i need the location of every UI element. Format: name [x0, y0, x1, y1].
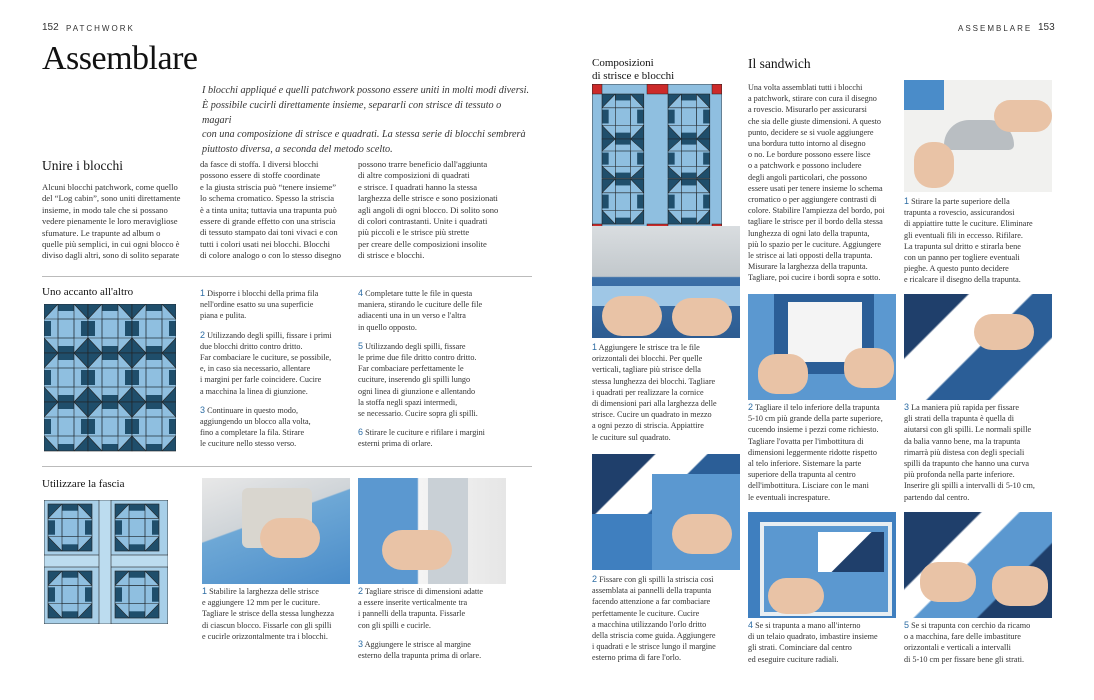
- fascia-photo-2: [358, 478, 506, 584]
- sandwich-photo-2: [748, 294, 896, 400]
- sandwich-caption-2: 2 Tagliare il telo inferiore della trapunta 5-10 cm più grande della parte superiore, cucendo insieme i pezzi come richiesto. Tagliare l'ovatta per l'imbottitura di dimensioni leggermente ridotte rispetto al telo inferiore. Sistemare la parte superiore della trapunta al centro dell'imbottitura. Lisciare con le mani le eventuali increspature.: [748, 402, 883, 502]
- left-running-header: PATCHWORK: [66, 24, 135, 33]
- fascia-caption-1: 1 Stabilire la larghezza delle strisce e aggiungere 12 mm per le cuciture. Tagliare le strisce della stessa lunghezza di ciascun blocco. Fissarle con gli spilli e cucirle orizzontalmente tra i blocchi.: [202, 586, 334, 641]
- right-page-number: 153: [1038, 22, 1055, 33]
- sandwich-photo-5: [904, 512, 1052, 618]
- sandwich-caption-5: 5 Se si trapunta con cerchio da ricamo o a macchina, fare delle imbastiture orizzontali e verticali a intervalli di 5-10 cm per fissare bene gli strati.: [904, 620, 1031, 664]
- sandwich-caption-4: 4 Se si trapunta a mano all'interno di un telaio quadrato, imbastire insieme gli strati. Cominciare dal centro ed eseguire cuciture radiali.: [748, 620, 878, 664]
- sandwich-photo-1: [904, 80, 1052, 192]
- sandwich-caption-3: 3 La maniera più rapida per fissare gli strati della trapunta è quella di aiutarsi con gli spilli. Le normali spille da balia vanno bene, ma la trapunta rimarrà più distesa con degli speciali spilli da trapunto che hanno una curva più profonda nella parte inferiore. Inserire gli spilli a intervalli di 5-10 cm, partendo dal centro.: [904, 402, 1035, 502]
- composizioni-heading: Composizioni di strisce e blocchi: [592, 57, 675, 82]
- composizioni-caption-2: 2 Fissare con gli spilli la striscia così assemblata ai pannelli della trapunta facendo attenzione a far combaciare perfettamente le cuciture. Cucire a macchina utilizzando l'orlo dritto della striscia come guida. Aggiungere i quadrati e le strisce lungo il margine esterno prima di fare l'orlo.: [592, 574, 716, 663]
- composizioni-photo-2: [592, 454, 740, 570]
- sandwich-heading: Il sandwich: [748, 56, 811, 71]
- fascia-photo-1: [202, 478, 350, 584]
- strips-and-blocks-diagram: [592, 84, 722, 234]
- section-divider-2: [42, 466, 532, 467]
- composizioni-photo-1: [592, 226, 740, 338]
- accanto-steps-col2: 4 Completare tutte le file in questa maniera, stirando le cuciture delle file adiacenti una in un verso e l'altra in quello opposto. 5 Utilizzando degli spilli, fissare le prime due file dritto contro dritto. Far combaciare perfettamente le cuciture, inserendo gli spilli lungo ogni linea di giunzione e allentando la stoffa negli spazi intermedi, se necessario. Cucire sopra gli spilli. 6 Stirare le cuciture e rifilare i margini esterni prima di orlare.: [358, 288, 485, 449]
- accanto-steps-col1: 1 Disporre i blocchi della prima fila nell'ordine esatto su una superficie piana e pulita. 2 Utilizzando degli spilli, fissare i primi due blocchi dritto contro dritto. Far combaciare le cuciture, se possibile, e, in caso sia necessario, allentare i margini per farle coincidere. Cucire a macchina la linea di giunzione. 3 Continuare in questo modo, aggiungendo un blocco alla volta, fino a completare la fila. Stirare le cuciture nello stesso verso.: [200, 288, 332, 449]
- fascia-caption-2: 2 Tagliare strisce di dimensioni adatte a essere inserite verticalmente tra i pannelli della trapunta. Fissarle con gli spilli e cucirle. 3 Aggiungere le strisce al margine esterno della trapunta prima di orlare.: [358, 586, 484, 661]
- page-title: Assemblare: [42, 40, 198, 77]
- unire-col3: possono trarre beneficio dall'aggiunta di altre composizioni di quadrati e strisce. I quadrati hanno la stessa larghezza delle strisce e sono posizionati agli angoli di ogni blocco. Di solito sono di colori contrastanti. Unite i quadrati più piccoli e le strisce più strette per creare delle composizioni insolite di strisce e blocchi.: [358, 159, 499, 261]
- sandwich-photo-4: [748, 512, 896, 618]
- sashing-quilt-diagram: [44, 500, 168, 624]
- unire-col2: da fasce di stoffa. I diversi blocchi possono essere di stoffe coordinate e la giusta striscia può “tenere insieme” lo schema cromatico. Spesso la striscia è a tinta unita; tuttavia una trapunta può essere di grande effetto con una striscia di tessuto stampato dai toni vivaci e con tutti i colori usati nei blocchi. Blocchi di colore analogo o con lo stesso disegno: [200, 159, 342, 261]
- sandwich-photo-3: [904, 294, 1052, 400]
- unire-heading: Unire i blocchi: [42, 158, 123, 173]
- fascia-heading: Utilizzare la fascia: [42, 478, 125, 490]
- left-page-number: 152: [42, 22, 59, 33]
- right-running-header: ASSEMBLARE: [958, 24, 1033, 33]
- accanto-heading: Uno accanto all'altro: [42, 286, 134, 298]
- side-by-side-quilt-diagram: [44, 304, 176, 452]
- sandwich-body: Una volta assemblati tutti i blocchi a patchwork, stirare con cura il disegno a rovescio. Misurarlo per assicurarsi che sia delle giuste dimensioni. A questo punto, decidere se si vuole aggiungere una bordura tutto intorno al disegno o no. Le bordure possono essere lisce o a patchwork e possono includere degli angoli particolari, che possono essere usati per tenere insieme lo schema cromatico o per aggiungere contrasti di colore. Stabilire l'ampiezza del bordo, poi tagliare le strisce per il bordo della stessa lunghezza di ogni lato della trapunta, più lo spazio per le cuciture. Aggiungere le strisce ai lati opposti della trapunta. Misurare la larghezza della trapunta. Tagliare, poi cucire i bordi sopra e sotto.: [748, 83, 885, 283]
- section-divider: [42, 276, 532, 277]
- sandwich-caption-1: 1 Stirare la parte superiore della trapunta a rovescio, assicurandosi di appiattire tutte le cuciture. Eliminare gli eventuali fili in eccesso. Rifilare. La trapunta sul dritto e stirarla bene con un panno per togliere eventuali pieghe. A questo punto decidere e ricalcare il disegno della trapunta.: [904, 196, 1033, 285]
- intro-paragraph: I blocchi appliqué e quelli patchwork possono essere uniti in molti modi diversi. È possibile cucirli direttamente insieme, separarli con strisce di tessuto o magari con una composizione di strisce e quadrati. La stessa serie di blocchi sembrerà piuttosto diversa, a seconda del metodo scelto.: [202, 85, 529, 156]
- composizioni-caption-1: 1 Aggiungere le strisce tra le file orizzontali dei blocchi. Per quelle verticali, tagliare più strisce della stessa lunghezza dei blocchi. Tagliare i quadrati per realizzare la cornice di dimensioni pari alla larghezza delle strisce. Cucire un quadrato in mezzo a ogni pezzo di striscia. Appiattire le cuciture sul quadrato.: [592, 342, 717, 442]
- unire-col1: Alcuni blocchi patchwork, come quello del “Log cabin”, sono uniti direttamente insieme, in modo tale che si possano vedere pienamente le loro meravigliose sfumature. Le trapunte ad album o quelle più semplici, in cui ogni blocco è diviso dagli altri, sono di solito separate: [42, 182, 181, 261]
